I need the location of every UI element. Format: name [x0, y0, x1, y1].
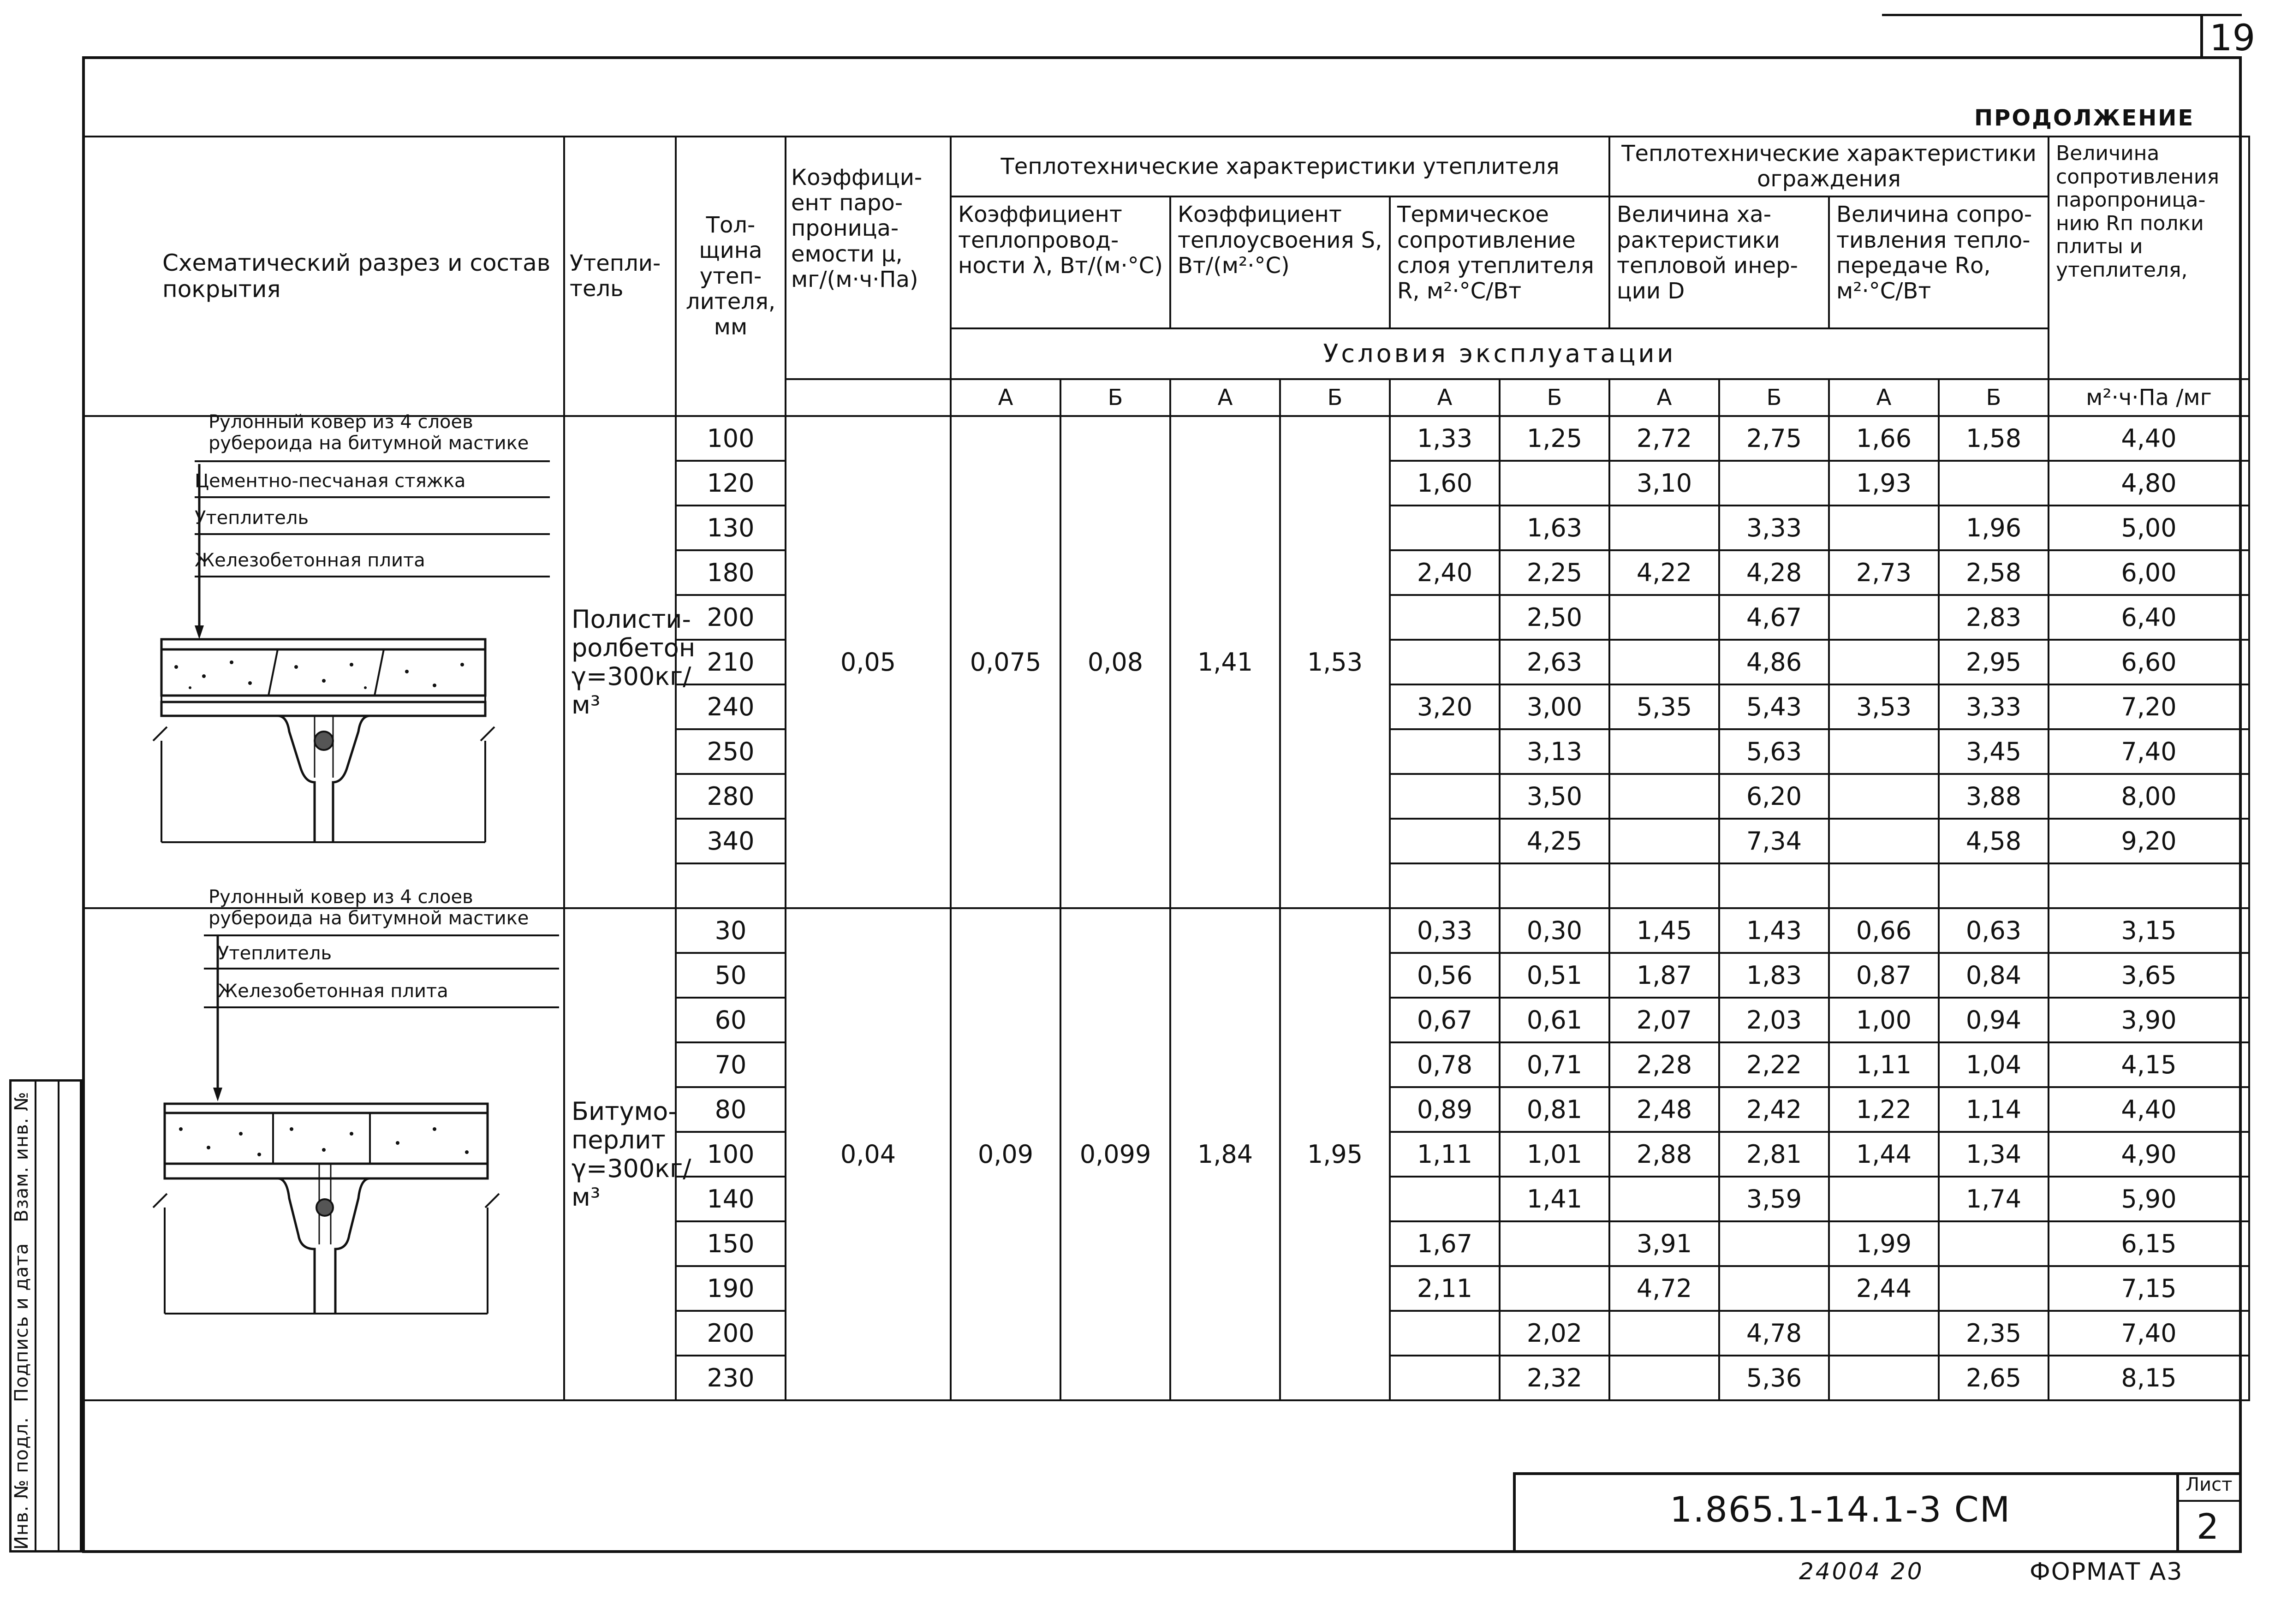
r-b-cell: 2,02: [1500, 1311, 1609, 1356]
d-a-cell: [1609, 1356, 1719, 1400]
r-b-cell: 1,63: [1500, 506, 1609, 550]
paper-format: ФОРМАТ А3: [2030, 1558, 2183, 1586]
r-a-cell: 1,33: [1390, 416, 1500, 461]
thickness-cell: 190: [676, 1266, 786, 1311]
col-a: А: [1609, 379, 1719, 416]
d-b-cell: 1,43: [1719, 908, 1829, 953]
r-b-cell: 1,01: [1500, 1132, 1609, 1177]
d-a-cell: 2,72: [1609, 416, 1719, 461]
d-a-cell: [1609, 774, 1719, 819]
ro-a-cell: 1,44: [1829, 1132, 1939, 1177]
r-a-cell: 1,67: [1390, 1221, 1500, 1266]
rp-cell: 7,15: [2049, 1266, 2249, 1311]
d-a-cell: 2,88: [1609, 1132, 1719, 1177]
d-b-cell: 7,34: [1719, 819, 1829, 863]
d-a-cell: 1,45: [1609, 908, 1719, 953]
ro-b-cell: [1939, 1221, 2049, 1266]
ro-b-cell: 0,84: [1939, 953, 2049, 998]
scheme-section-1: [84, 409, 564, 885]
s-a-cell: 1,84: [1170, 908, 1280, 1400]
d-a-cell: 2,07: [1609, 998, 1719, 1042]
side-vzam: Взам. инв. №: [11, 1091, 32, 1222]
ro-b-cell: 0,94: [1939, 998, 2049, 1042]
d-b-cell: 1,83: [1719, 953, 1829, 998]
rp-cell: 8,15: [2049, 1356, 2249, 1400]
insulant-name: Битумо-перлит: [572, 1096, 677, 1154]
r-b-cell: 0,51: [1500, 953, 1609, 998]
ro-b-cell: 2,65: [1939, 1356, 2049, 1400]
thickness-cell: 200: [676, 595, 786, 640]
ro-a-cell: [1829, 1177, 1939, 1221]
ro-a-cell: 1,11: [1829, 1042, 1939, 1087]
d-b-cell: 4,78: [1719, 1311, 1829, 1356]
d-b-cell: [1719, 461, 1829, 506]
r-b-cell: 3,00: [1500, 684, 1609, 729]
r-a-cell: [1390, 595, 1500, 640]
continuation-label: ПРОДОЛЖЕНИЕ: [1974, 105, 2195, 131]
ro-a-cell: 2,44: [1829, 1266, 1939, 1311]
ro-b-cell: 2,58: [1939, 550, 2049, 595]
thickness-cell: 280: [676, 774, 786, 819]
sheet-number-divider: [2176, 1500, 2242, 1502]
r-b-cell: [1500, 863, 1609, 908]
r-a-cell: [1390, 819, 1500, 863]
rp-cell: 3,90: [2049, 998, 2249, 1042]
d-a-cell: [1609, 1177, 1719, 1221]
ro-b-cell: 4,58: [1939, 819, 2049, 863]
header-d-inertia: Величина ха-рактеристики тепловой инер-ции D: [1609, 196, 1829, 328]
r-a-cell: 2,11: [1390, 1266, 1500, 1311]
rp-cell: 9,20: [2049, 819, 2249, 863]
header-conditions: Условия эксплуатации: [951, 328, 2049, 379]
ro-a-cell: 3,53: [1829, 684, 1939, 729]
thickness-cell: 70: [676, 1042, 786, 1087]
r-a-cell: 0,89: [1390, 1087, 1500, 1132]
r-b-cell: 1,41: [1500, 1177, 1609, 1221]
sheet-number: 2: [2197, 1506, 2219, 1547]
s-b-cell: 1,53: [1280, 416, 1390, 908]
r-a-cell: 1,60: [1390, 461, 1500, 506]
d-b-cell: 2,03: [1719, 998, 1829, 1042]
r-b-cell: 0,61: [1500, 998, 1609, 1042]
cross-section-drawing-2: [84, 885, 564, 1360]
col-a: А: [951, 379, 1060, 416]
header-lambda: Коэффициент теплопровод-ности λ, Вт/(м·°С): [951, 196, 1170, 328]
thickness-cell: 140: [676, 1177, 786, 1221]
d-b-cell: 5,36: [1719, 1356, 1829, 1400]
col-b: Б: [1500, 379, 1609, 416]
ro-a-cell: 1,99: [1829, 1221, 1939, 1266]
r-a-cell: [1390, 506, 1500, 550]
d-b-cell: 4,86: [1719, 640, 1829, 684]
ro-a-cell: 1,93: [1829, 461, 1939, 506]
r-b-cell: 3,13: [1500, 729, 1609, 774]
r-a-cell: [1390, 729, 1500, 774]
r-b-cell: 2,63: [1500, 640, 1609, 684]
ro-a-cell: [1829, 774, 1939, 819]
r-b-cell: 2,25: [1500, 550, 1609, 595]
ro-b-cell: 2,35: [1939, 1311, 2049, 1356]
header-scheme: Схематический разрез и состав покрытия: [83, 137, 564, 416]
r-a-cell: 0,33: [1390, 908, 1500, 953]
r-b-cell: 0,71: [1500, 1042, 1609, 1087]
ro-a-cell: 1,00: [1829, 998, 1939, 1042]
thickness-cell: 30: [676, 908, 786, 953]
ro-b-cell: [1939, 1266, 2049, 1311]
thickness-cell: 230: [676, 1356, 786, 1400]
thickness-cell: 210: [676, 640, 786, 684]
r-b-cell: [1500, 461, 1609, 506]
d-a-cell: [1609, 863, 1719, 908]
d-b-cell: 3,59: [1719, 1177, 1829, 1221]
ro-b-cell: [1939, 863, 2049, 908]
sheet-corner-number: 19: [2209, 18, 2256, 59]
thickness-cell: 120: [676, 461, 786, 506]
ro-a-cell: [1829, 729, 1939, 774]
inventory-number: 24004 20: [1799, 1558, 1924, 1585]
ro-a-cell: [1829, 640, 1939, 684]
ro-b-cell: 1,04: [1939, 1042, 2049, 1087]
d-b-cell: 4,67: [1719, 595, 1829, 640]
insulant-cell: [564, 416, 696, 908]
d-b-cell: [1719, 1266, 1829, 1311]
thickness-cell: [676, 863, 786, 908]
ro-a-cell: 1,22: [1829, 1087, 1939, 1132]
rp-cell: 4,40: [2049, 416, 2249, 461]
thickness-cell: 100: [676, 1132, 786, 1177]
ro-a-cell: [1829, 863, 1939, 908]
lambda-b-cell: 0,08: [1060, 416, 1170, 908]
layer-insulant: Утеплитель: [218, 943, 332, 964]
s-b-cell: 1,95: [1280, 908, 1390, 1400]
sheet-label: Лист: [2186, 1474, 2233, 1495]
s-a-cell: 1,41: [1170, 416, 1280, 908]
mu-cell: 0,05: [786, 416, 951, 908]
thickness-cell: 60: [676, 998, 786, 1042]
d-b-cell: 5,63: [1719, 729, 1829, 774]
scheme-section-2: [84, 885, 564, 1360]
side-sign-date: Подпись и дата: [11, 1243, 32, 1402]
thickness-cell: 80: [676, 1087, 786, 1132]
insulant-name: Полисти-ролбетон: [572, 604, 696, 662]
header-r-layer: Термическое сопротивление слоя утеплителя R, м²·°С/Вт: [1390, 196, 1609, 328]
layer-slab: Железобетонная плита: [195, 550, 425, 571]
ro-b-cell: 1,14: [1939, 1087, 2049, 1132]
d-a-cell: 3,10: [1609, 461, 1719, 506]
thickness-cell: 200: [676, 1311, 786, 1356]
r-b-cell: 2,50: [1500, 595, 1609, 640]
d-a-cell: [1609, 729, 1719, 774]
ro-b-cell: 1,58: [1939, 416, 2049, 461]
ro-b-cell: 3,33: [1939, 684, 2049, 729]
r-a-cell: [1390, 1356, 1500, 1400]
thickness-cell: 340: [676, 819, 786, 863]
header-vapor-coefficient: Коэффици-ент паро-проница-емости μ, мг/(м·ч·Па): [786, 137, 951, 379]
thickness-cell: 100: [676, 416, 786, 461]
ro-a-cell: 2,73: [1829, 550, 1939, 595]
col-a: А: [1390, 379, 1500, 416]
rp-cell: 4,40: [2049, 1087, 2249, 1132]
d-a-cell: [1609, 819, 1719, 863]
header-insulant: Утепли-тель: [564, 137, 676, 416]
header-thickness: Тол-щина утеп-лителя, мм: [676, 137, 786, 416]
top-border-line: [1882, 14, 2242, 16]
rp-cell: 7,40: [2049, 729, 2249, 774]
ro-a-cell: 0,87: [1829, 953, 1939, 998]
header-vapor-resistance: Величина сопротивления паропроница-нию Rп полки плиты и утеплителя,: [2049, 137, 2249, 379]
lambda-a-cell: 0,09: [951, 908, 1060, 1400]
r-a-cell: [1390, 640, 1500, 684]
ro-b-cell: 3,45: [1939, 729, 2049, 774]
col-b: Б: [1939, 379, 2049, 416]
d-a-cell: 1,87: [1609, 953, 1719, 998]
rp-cell: 8,00: [2049, 774, 2249, 819]
document-code: 1.865.1-14.1-3 СМ: [1670, 1489, 2011, 1530]
ro-a-cell: [1829, 819, 1939, 863]
rp-cell: 6,15: [2049, 1221, 2249, 1266]
ro-b-cell: 3,88: [1939, 774, 2049, 819]
d-a-cell: [1609, 640, 1719, 684]
insulant-cell: [564, 908, 691, 1400]
r-b-cell: [1500, 1221, 1609, 1266]
r-a-cell: 1,11: [1390, 1132, 1500, 1177]
d-b-cell: 6,20: [1719, 774, 1829, 819]
rp-cell: 3,65: [2049, 953, 2249, 998]
ro-b-cell: 1,96: [1939, 506, 2049, 550]
mu-cell: 0,04: [786, 908, 951, 1400]
layer-slab: Железобетонная плита: [218, 981, 448, 1002]
thickness-cell: 50: [676, 953, 786, 998]
lambda-b-cell: 0,099: [1060, 908, 1170, 1400]
header-vapor-unit-cont: [786, 379, 951, 416]
ro-a-cell: [1829, 595, 1939, 640]
header-ro: Величина сопро-тивления тепло-передаче Rо, м²·°С/Вт: [1829, 196, 2049, 328]
d-b-cell: 3,33: [1719, 506, 1829, 550]
r-a-cell: [1390, 1311, 1500, 1356]
thickness-cell: 180: [676, 550, 786, 595]
r-b-cell: [1500, 1266, 1609, 1311]
r-b-cell: 2,32: [1500, 1356, 1609, 1400]
r-a-cell: 0,67: [1390, 998, 1500, 1042]
ro-b-cell: 1,34: [1939, 1132, 2049, 1177]
r-a-cell: [1390, 863, 1500, 908]
rp-cell: 7,20: [2049, 684, 2249, 729]
thickness-cell: 250: [676, 729, 786, 774]
ro-b-cell: 2,83: [1939, 595, 2049, 640]
header-rp-unit: м²·ч·Па /мг: [2049, 379, 2249, 416]
header-s-coefficient: Коэффициент теплоусвоения S, Вт/(м²·°С): [1170, 196, 1390, 328]
r-b-cell: 0,81: [1500, 1087, 1609, 1132]
r-a-cell: 0,78: [1390, 1042, 1500, 1087]
rp-cell: 4,90: [2049, 1132, 2249, 1177]
layer-insulant: Утеплитель: [195, 507, 309, 529]
rp-cell: 6,00: [2049, 550, 2249, 595]
thickness-cell: 150: [676, 1221, 786, 1266]
col-a: А: [1829, 379, 1939, 416]
r-a-cell: 3,20: [1390, 684, 1500, 729]
d-a-cell: 4,72: [1609, 1266, 1719, 1311]
rp-cell: 7,40: [2049, 1311, 2249, 1356]
rp-cell: [2049, 863, 2249, 908]
r-a-cell: [1390, 1177, 1500, 1221]
ro-a-cell: 0,66: [1829, 908, 1939, 953]
d-a-cell: [1609, 506, 1719, 550]
d-b-cell: 2,75: [1719, 416, 1829, 461]
side-inv-original: Инв. № подл.: [11, 1417, 32, 1550]
d-b-cell: 2,42: [1719, 1087, 1829, 1132]
d-b-cell: [1719, 863, 1829, 908]
col-b: Б: [1719, 379, 1829, 416]
ro-b-cell: 2,95: [1939, 640, 2049, 684]
ro-b-cell: 1,74: [1939, 1177, 2049, 1221]
d-b-cell: 5,43: [1719, 684, 1829, 729]
layer-roll-covering: Рулонный ковер из 4 слоев рубероида на битумной мастике: [208, 886, 529, 929]
rp-cell: 3,15: [2049, 908, 2249, 953]
r-b-cell: 4,25: [1500, 819, 1609, 863]
r-a-cell: [1390, 774, 1500, 819]
r-b-cell: 1,25: [1500, 416, 1609, 461]
ro-b-cell: 0,63: [1939, 908, 2049, 953]
ro-a-cell: 1,66: [1829, 416, 1939, 461]
cross-section-drawing-1: [84, 409, 564, 885]
d-b-cell: [1719, 1221, 1829, 1266]
d-a-cell: 4,22: [1609, 550, 1719, 595]
ro-a-cell: [1829, 1311, 1939, 1356]
d-b-cell: 2,81: [1719, 1132, 1829, 1177]
d-a-cell: 3,91: [1609, 1221, 1719, 1266]
d-a-cell: 5,35: [1609, 684, 1719, 729]
rp-cell: 4,80: [2049, 461, 2249, 506]
rp-cell: 4,15: [2049, 1042, 2249, 1087]
d-a-cell: 2,28: [1609, 1042, 1719, 1087]
d-b-cell: 4,28: [1719, 550, 1829, 595]
col-a: А: [1170, 379, 1280, 416]
ro-b-cell: [1939, 461, 2049, 506]
ro-a-cell: [1829, 1356, 1939, 1400]
rp-cell: 6,60: [2049, 640, 2249, 684]
r-b-cell: 0,30: [1500, 908, 1609, 953]
rp-cell: 5,90: [2049, 1177, 2249, 1221]
r-a-cell: 2,40: [1390, 550, 1500, 595]
layer-screed: Цементно-песчаная стяжка: [195, 470, 466, 492]
lambda-a-cell: 0,075: [951, 416, 1060, 908]
r-a-cell: 0,56: [1390, 953, 1500, 998]
rp-cell: 6,40: [2049, 595, 2249, 640]
insulant-density: γ=300кг/м³: [572, 1154, 691, 1212]
d-b-cell: 2,22: [1719, 1042, 1829, 1087]
col-b: Б: [1280, 379, 1390, 416]
d-a-cell: [1609, 1311, 1719, 1356]
d-a-cell: 2,48: [1609, 1087, 1719, 1132]
thickness-cell: 240: [676, 684, 786, 729]
header-thermo-envelope: Теплотехнические характеристики ограждения: [1609, 137, 2049, 196]
d-a-cell: [1609, 595, 1719, 640]
header-thermo-insulant: Теплотехнические характеристики утеплителя: [951, 137, 1609, 196]
insulant-density: γ=300кг/м³: [572, 661, 691, 720]
layer-roll-covering: Рулонный ковер из 4 слоев рубероида на битумной мастике: [208, 411, 529, 454]
sheet-corner-box: [2200, 14, 2256, 59]
rp-cell: 5,00: [2049, 506, 2249, 550]
ro-a-cell: [1829, 506, 1939, 550]
thickness-cell: 130: [676, 506, 786, 550]
r-b-cell: 3,50: [1500, 774, 1609, 819]
col-b: Б: [1060, 379, 1170, 416]
